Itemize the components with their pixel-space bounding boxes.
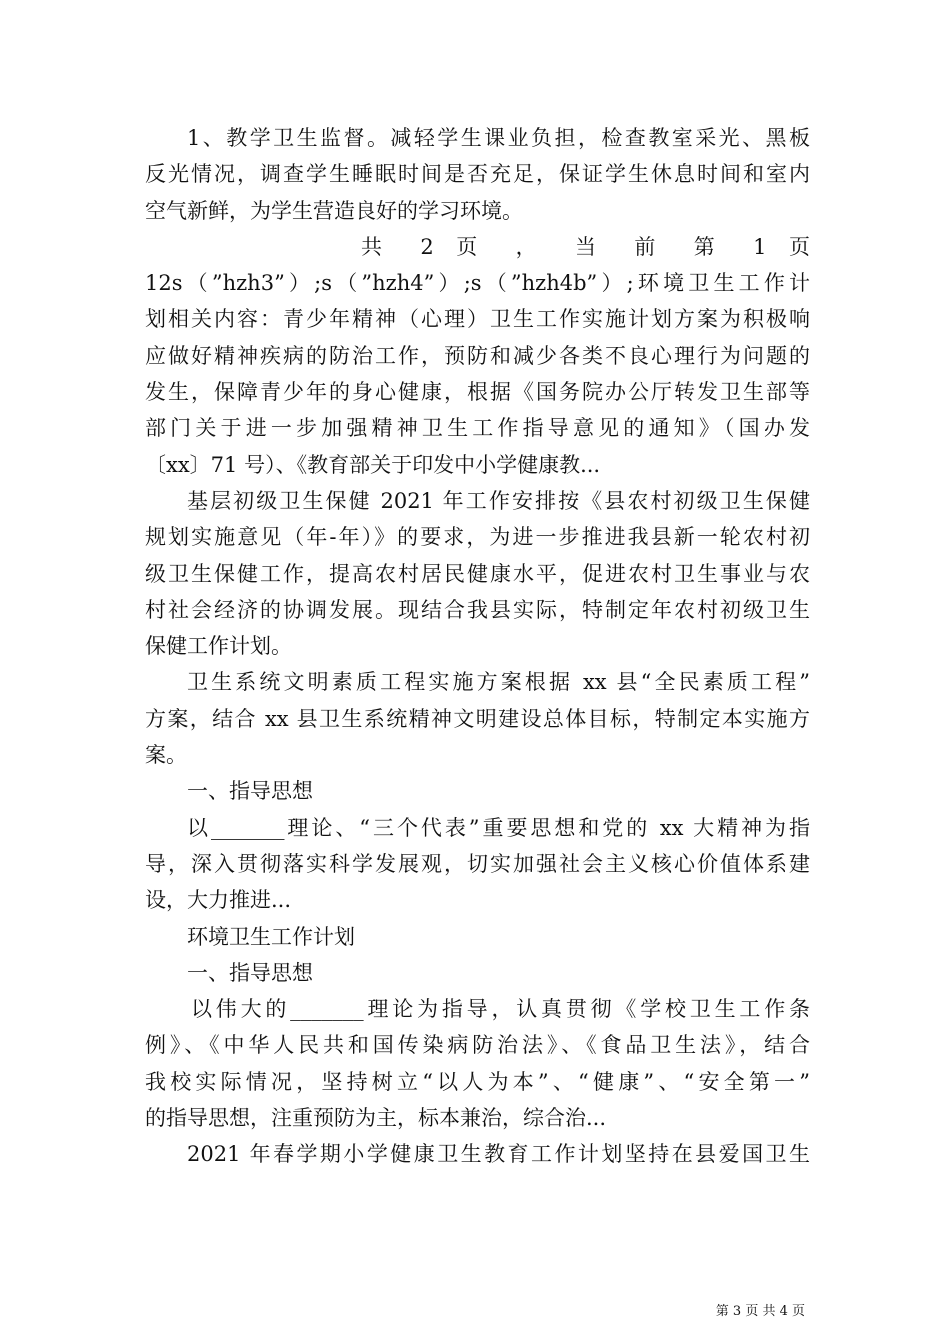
paragraph-line: 导，深入贯彻落实科学发展观，切实加强社会主义核心价值体系建 <box>145 851 810 876</box>
paragraph-line: 规划实施意见（年-年）》的要求，为进一步推进我县新一轮农村初 <box>145 525 810 550</box>
paragraph-line: 部门关于进一步加强精神卫生工作指导意见的通知》（国办发 <box>145 416 810 441</box>
paragraph-line: 级卫生保健工作，提高农村居民健康水平，促进农村卫生事业与农 <box>145 561 810 586</box>
paragraph-line: 以_______理论、“三个代表”重要思想和党的 xx 大精神为指 <box>187 815 810 840</box>
paragraph-line: 村社会经济的协调发展。现结合我县实际，特制定年农村初级卫生 <box>145 597 810 622</box>
paragraph-line: 我校实际情况，坚持树立“以人为本”、“健康”、“安全第一” <box>145 1069 810 1094</box>
paragraph-line: 保健工作计划。 <box>145 634 292 659</box>
paragraph-line: 案。 <box>145 743 187 768</box>
paragraph-line: 划相关内容：青少年精神（心理）卫生工作实施计划方案为积极响 <box>145 307 810 332</box>
paragraph-line: 〔xx〕71 号）、《教育部关于印发中小学健康教... <box>145 452 601 477</box>
paragraph-line: 设，大力推进... <box>145 888 292 913</box>
paragraph-line: 12s（”hzh3”）;s（”hzh4”）;s（”hzh4b”）;环境卫生工作计 <box>145 271 810 296</box>
page-number-footer: 第 3 页 共 4 页 <box>715 1304 805 1319</box>
paragraph-line: 反光情况，调查学生睡眠时间是否充足，保证学生休息时间和室内 <box>145 162 810 187</box>
paragraph-line: 方案，结合 xx 县卫生系统精神文明建设总体目标，特制定本实施方 <box>145 706 810 731</box>
page-count-line: 共 2 页 ， 当 前 第 1 页 <box>361 234 810 259</box>
paragraph-line: 发生，保障青少年的身心健康，根据《国务院办公厅转发卫生部等 <box>145 380 810 405</box>
section-heading: 一、指导思想 <box>187 779 313 804</box>
paragraph-line: 2021 年春学期小学健康卫生教育工作计划坚持在县爱国卫生 <box>187 1142 810 1167</box>
paragraph-line: 空气新鲜，为学生营造良好的学习环境。 <box>145 198 523 223</box>
paragraph-line: 1、教学卫生监督。减轻学生课业负担，检查教室采光、黑板 <box>187 126 810 150</box>
section-heading: 一、指导思想 <box>187 960 313 985</box>
paragraph-line: 例》、《中华人民共和国传染病防治法》、《食品卫生法》，结合 <box>145 1033 810 1058</box>
paragraph-line: 的指导思想，注重预防为主，标本兼治，综合治... <box>145 1106 607 1131</box>
paragraph-line: 基层初级卫生保健 2021 年工作安排按《县农村初级卫生保健 <box>187 488 810 513</box>
paragraph-line: 卫生系统文明素质工程实施方案根据 xx 县“全民素质工程” <box>187 670 810 695</box>
document-title: 环境卫生工作计划 <box>187 924 355 949</box>
document-body <box>145 120 810 1173</box>
paragraph-line: 以伟大的_______理论为指导，认真贯彻《学校卫生工作条 <box>191 997 810 1022</box>
paragraph-line: 应做好精神疾病的防治工作，预防和减少各类不良心理行为问题的 <box>145 343 810 368</box>
